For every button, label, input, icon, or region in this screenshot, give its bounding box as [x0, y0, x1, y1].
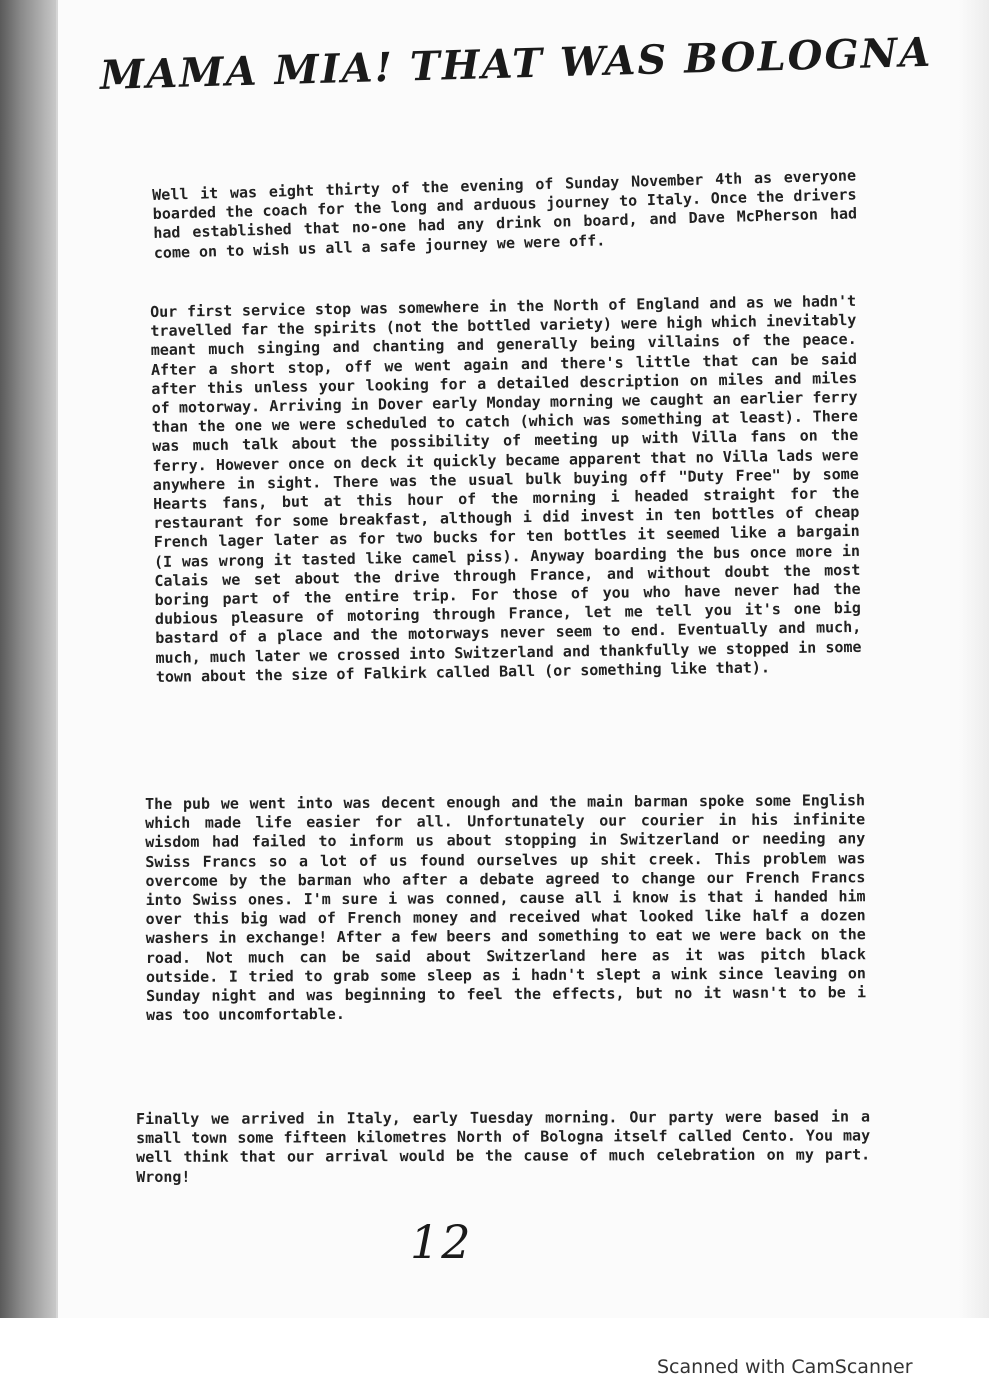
article-headline: MAMA MIA! THAT WAS BOLOGNA	[99, 28, 933, 99]
scanner-watermark: Scanned with CamScanner	[657, 1356, 913, 1378]
article-paragraph-3: The pub we went into was decent enough and the main barman spoke some English which made life easier for all. Unfortunately our courier in his infinite wisdom had failed to inform us about stopping in Switzerland or needing any Swiss Francs so a lot of us found ourselves up shit creek. This problem was overcome by the barman who after a debate agreed to change our French Francs into Swiss ones. I'm sure i was conned, cause all i know is that i handed him over this big wad of French money and received what looked like half a dozen washers in exchange! After a few beers and something to eat we were back on the road. Not much can be said about Switzerland here as it was pitch black outside. I tried to grab some sleep as i hadn't slept a wink since leaving on Sunday night and was beginning to feel the effects, but no it wasn't to be i was too uncomfortable.	[145, 791, 867, 1025]
page-right-edge	[959, 0, 989, 1318]
article-paragraph-4: Finally we arrived in Italy, early Tuesday morning. Our party were based in a small town some fifteen kilometres North of Bologna itself called Cento. You may well think that our arrival would be the cause of much celebration on my part. Wrong!	[136, 1107, 871, 1186]
scan-background-edge	[0, 0, 60, 1318]
article-paragraph-1: Well it was eight thirty of the evening of Sunday November 4th as everyone boarded the coach for the long and arduous journey to Italy. Once the drivers had established that no-one had any drink on board, and Dave McPherson had come on to wish us all a safe journey we were off.	[152, 166, 858, 262]
page-number: 12	[410, 1215, 473, 1269]
article-paragraph-2: Our first service stop was somewhere in the North of England and as we hadn't travelled far the spirits (not the bottled variety) were high which inevitably meant much singing and chanting and generally being villains of the peace. After a short stop, off we went again and there's little that can be said after this unless your looking for a detailed description on miles and miles of motorway. Arriving in Dover early Monday morning we caught an earlier ferry than the one we were scheduled to catch (which was something at least). There was much talk about the possibility of meeting up with Villa fans on the ferry. However once on deck it quickly became apparent that no Villa lads were anywhere in sight. There was the usual bulk buying off "Duty Free" by some Hearts fans, but at this hour of the morning i headed straight for the restaurant for some breakfast, although i did invest in ten bottles of cheap French lager later as for two bucks for ten bottles it seemed like a bargain (I was wrong it tasted like camel piss). Anyway boarding the bus once more in Calais we set about the drive through France, and without doubt the most boring part of the entire trip. For those of you who have never had the dubious pleasure of motoring through France, let me tell you it's one big bastard of a place and the motorways never seem to end. Eventually and much, much, much later we crossed into Switzerland and thankfully we stopped in some town about the size of Falkirk called Ball (or something like that).	[150, 291, 862, 686]
